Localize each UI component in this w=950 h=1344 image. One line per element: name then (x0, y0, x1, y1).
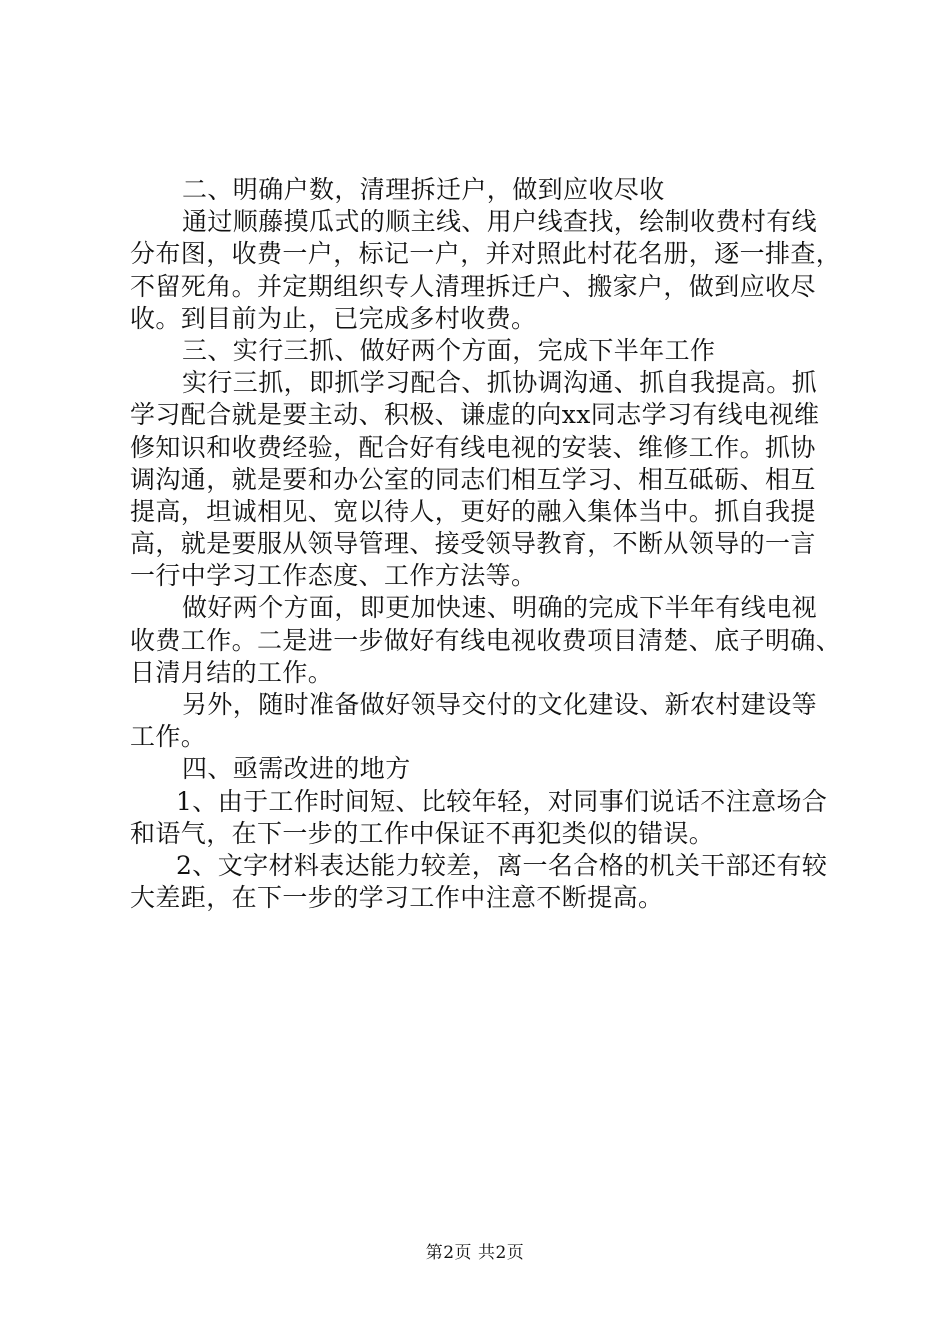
page-footer: 第2页 共2页 (425, 1243, 525, 1263)
text-line: 调沟通，就是要和办公室的同志们相互学习、相互砥砺、相互 (130, 464, 816, 494)
text-line: 另外，随时准备做好领导交付的文化建设、新农村建设等 (182, 690, 818, 719)
text-line: 一行中学习工作态度、工作方法等。 (130, 561, 537, 591)
text-line: 实行三抓，即抓学习配合、抓协调沟通、抓自我提高。抓 (182, 368, 818, 398)
text-line: 1、由于工作时间短、比较年轻，对同事们说话不注意场合 (176, 786, 828, 816)
text-line: 2、文字材料表达能力较差，离一名合格的机关干部还有较 (176, 850, 828, 880)
text-line: 不留死角。并定期组织专人清理拆迁户、搬家户，做到应收尽 (130, 271, 816, 301)
text-line: 修知识和收费经验，配合好有线电视的安装、维修工作。抓协 (130, 432, 816, 462)
text-line: 日清月结的工作。 (130, 657, 334, 687)
text-line: 高，就是要服从领导管理、接受领导教育，不断从领导的一言 (130, 529, 816, 559)
text-line: 通过顺藤摸瓜式的顺主线、用户线查找，绘制收费村有线 (182, 207, 818, 237)
text-line: 四、亟需改进的地方 (182, 754, 411, 784)
text-line: 大差距，在下一步的学习工作中注意不断提高。 (130, 883, 664, 913)
text-line: 二、明确户数，清理拆迁户，做到应收尽收 (182, 175, 665, 204)
text-line: 提高，坦诚相见、宽以待人，更好的融入集体当中。抓自我提 (130, 496, 816, 526)
text-line: 做好两个方面，即更加快速、明确的完成下半年有线电视 (182, 593, 818, 623)
text-line: 工作。 (130, 722, 207, 752)
text-line: 分布图，收费一户，标记一户，并对照此村花名册，逐一排查， (130, 239, 842, 269)
text-line: 三、实行三抓、做好两个方面，完成下半年工作 (182, 335, 716, 365)
text-line: 收。到目前为止，已完成多村收费。 (130, 303, 537, 333)
text-line: 收费工作。二是进一步做好有线电视收费项目清楚、底子明确、 (130, 625, 842, 655)
text-line: 和语气，在下一步的工作中保证不再犯类似的错误。 (130, 818, 715, 848)
body-text (130, 174, 842, 914)
text-line: 学习配合就是要主动、积极、谦虚的向xx同志学习有线电视维 (130, 400, 820, 430)
